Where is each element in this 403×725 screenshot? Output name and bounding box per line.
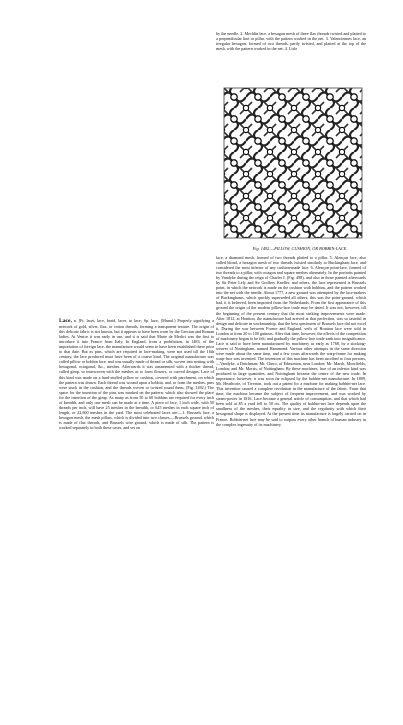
right-column-top — [216, 31, 366, 51]
figure-caption: Fig. 1492.—PILLOW, CUSHION, OR BOBBIN-LACE. — [252, 246, 348, 251]
entry-headword: Lace, — [59, 318, 72, 324]
right-column-bottom — [216, 255, 366, 427]
right-bottom-text: lace, a diamond mesh, formed of two threads plaited to a pillar. 5. Alençon lace, also called blond, a hexagon mesh of two threads twisted similarly to Buckingham lace, and considered the most inferior of any cushion-made lace. 6. Alençon point-lace, formed of two threads to a pillar, with octagon and square meshes alternately. In the portraits painted by Vandyke during the reign of Charles I. (Fig. 498), and also in those painted afterwards by Sir Peter Lely and Sir Godfrey Kneller, and others, the lace represented is Brussels point, in which the network is made on the cushion with bobbins, and the pattern worked into the net with the needle. About 1777, a new ground was attempted by the lace-makers of Buckinghams, which quickly superseded all others; this was the point-ground, which had, it is believed, been imported from the Netherlands. From the first appearance of this ground the origin of the modern pillow-lace trade may be dated. It was not, however, till the beginning of the present century that the most striking improvements were made. After 1812, at Honiton, the manufacture had arrived at that perfection, was so tasteful in design and delicate in workmanship, that the best specimens of Brussels lace did not excel it. During the war between France and England, veils of Honiton lace were sold in London at from 20 to 100 guineas. After that time, however, the effects of the competition of machinery began to be felt; and gradually the pillow-lace trade sank into insignificance. Lace is said to have been manufactured by machinery as early as 1768, by a stocking-weaver of Nottingham, named Hammond. Various other attempts in the same direction were made about the same time, and a few years afterwards the warp-frame for making warp-lace was invented. The invention of this machine has been ascribed to four persons,—Vandyke, a Dutchman; Mr. Chero, of Edmonton, near London; Mr. Marsh, Moorfields, London; and Mr. Morris, of Nottingham. By these machines, lace of an inferior kind was produced in large quantities, and Nottingham became the centre of the new trade. In importance, however, it was soon far eclipsed by the bobbin-net manufacture. In 1809, Mr. Heathcote, of Tiverton, took out a patent for a machine for making bobbin-net lace. This invention caused a complete revolution in the manufacture of the fabric. From that time, the machine became the subject of frequent improvement, and was worked by steam-power in 1816. Lace became a general article of consumption, and that which had been sold at $5 a yard fell to 50 cts. The quality of bobbin-net lace depends upon the smallness of the meshes, their equality in size, and the regularity with which their hexagonal shape is displayed. At the present time its manufacture is largely carried on in France. Bobbin-net lace may be said to surpass every other branch of human industry in the complex ingenuity of its machinery. — [216, 255, 366, 427]
entry-body: n. [Fr. lacet, lace, braid, lacer, to lace; Sp. lazo, (Manuf.) Properly signifying a network of gold, silver, flax, or cotton threads, forming a transparent texture. The origin of this delicate fabric is not known, but it appears to have been worn by the Grecian and Roman ladies. At Venice it was early in use, and it is said that Marie de Medici was the first to introduce it into France from Italy. In England, from a prohibition, in 1483, of the importation of foreign lace, the manufacture would seem to have been established there prior to that date. But as pins, which are required in lace-making, were not used till the 16th century, the lace produced must have been of a coarse kind. The original manufacture was called pillow or bobbin lace, and was usually made of thread or silk, woven into netting with hexagonal, octagonal, &c., meshes. Afterwards it was ornamented with a thicker thread, called gimp, so interwoven with the meshes as to form flowers, or curved designs. Lace of this kind was made on a hard-stuffed pillow or cushion, covered with parchment, on which the pattern was drawn. Each thread was wound upon a bobbin, and, to form the meshes, pins were stuck in the cushion, and the threads woven or twisted round them, (Fig. 1492.) The space for the insertion of the pins was marked on the pattern, which also showed the place for the insertion of the gimp. As many as from 50 to 60 bobbins are required for every inch of breadth, and only one mesh can be made at a time. A piece of lace, 1 inch wide, with 50 threads per inch, will have 25 meshes in the breadth, or 625 meshes in each square inch of length, or 22,600 meshes in the yard. The most celebrated laces are:—1. Brussels lace, a hexagon mesh, the mesh pillars, which is divided into two classes,—Brussels ground, which is made of flax threads, and Brussels wire ground, which is made of silk. The pattern is worked separately in both these cases, and set on — [59, 318, 214, 430]
left-column — [59, 318, 214, 430]
bobbin-lace-illustration — [222, 86, 364, 241]
lace-pattern-image — [222, 86, 364, 241]
lace-entry — [59, 318, 214, 430]
right-top-text: by the needle. 2. Mechlin lace, a hexagon mesh of three flax threads twisted and plaited to a perpendicular line or pillar, with the pattern worked in the net. 3. Valenciennes lace, an irregular hexagon, formed of two threads, partly twisted, and plaited at the top of the mesh, with the pattern worked in the net. 4. Lisle — [216, 31, 366, 52]
